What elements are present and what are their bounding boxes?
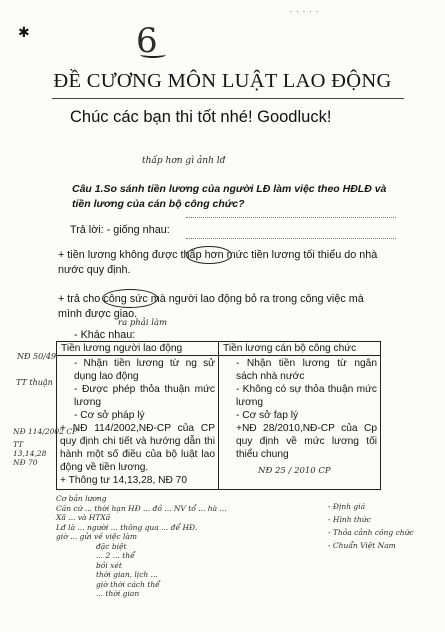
list-item: +NĐ 28/2010,NĐ-CP của Cp quy định về mức lương tối thiểu chung (236, 423, 377, 460)
note-line: - Chuẩn Việt Nam (328, 541, 396, 550)
note-line: giờ ... gửi về việc làm (56, 532, 137, 541)
list-item: - Cơ sở fap lý (236, 410, 299, 421)
note-line: ... 2 ... thể (96, 551, 135, 560)
note-line: thời gian, lịch ... (96, 570, 158, 579)
circle-mark (186, 246, 232, 264)
handwritten-top-note: thấp hơn gì ảnh lđ (142, 156, 226, 166)
table-cell-civil-servant (219, 356, 381, 490)
list-item: + Thông tư 14,13,28, NĐ 70 (60, 475, 187, 486)
column-header: Tiền lương người lao động (57, 342, 219, 356)
note-line: đặc biệt (96, 541, 127, 551)
comparison-table (56, 341, 381, 490)
note-line: - Hình thức (328, 515, 371, 524)
table-header-row (57, 342, 381, 356)
note-line: - Thỏa cảnh công chức (328, 528, 414, 537)
title-divider (52, 98, 404, 99)
point-2: + trả cho công sức mà người lao động bỏ ra trong công việc mà mình được giao. (58, 293, 364, 320)
note-line: - Định giá (328, 502, 366, 511)
list-item: - Cơ sở pháp lý (74, 410, 145, 421)
note-line: Xã ... và HTXã (56, 513, 111, 522)
handwritten-scribble (186, 217, 396, 239)
list-item: - Không có sự thỏa thuận mức lương (236, 384, 377, 408)
logo-underline (140, 51, 166, 58)
circle-mark (102, 289, 158, 308)
point-1: + tiền lương không được thấp hơn mức tiền lương tối thiểu do nhà nước quy định. (58, 249, 378, 276)
logo-mark: 6 (136, 21, 158, 61)
handwritten-notes (56, 494, 316, 599)
list-item: - Nhận tiền lương từ ng sử dụng lao động (74, 358, 215, 382)
handwritten-note: NĐ 25 / 2010 CP (258, 466, 331, 476)
note-line: bồi xét (96, 560, 122, 570)
note-line: Lđ là ... người ... thông qua ... để HĐ. (56, 522, 198, 532)
margin-note: TT thuận (16, 378, 53, 387)
greeting-text: Chúc các bạn thi tốt nhé! Goodluck! (70, 108, 332, 126)
note-line: Căn cứ ... thời hạn HĐ ... đồ ... NV tổ ... hà ... (56, 503, 227, 513)
list-item: - Nhận tiền lương từ ngân sách nhà nước (236, 358, 377, 382)
stamp-scribble: · · · · · (290, 8, 320, 16)
handwritten-notes-right (328, 500, 428, 552)
handwritten-under-point2: ra phải làm (118, 318, 168, 328)
list-item: + NĐ 114/2002,NĐ-CP của CP quy định chi tiết và hướng dẫn thi hành một số điều của bộ luật lao động về tiền lương. (60, 423, 215, 473)
star-mark-icon: ✱ (18, 24, 30, 40)
question-text: Câu 1.So sánh tiền lương của người LĐ làm việc theo HĐLĐ và tiền lương của cán bộ công chức? (72, 183, 387, 210)
note-line: ... thời gian (96, 589, 140, 598)
differences-label: - Khác nhau: (74, 329, 136, 341)
column-header: Tiền lương cán bộ công chức (219, 342, 381, 356)
margin-note: TT 13,14,28 NĐ 70 (13, 440, 47, 467)
answer-label: Trả lời: - giống nhau: (70, 224, 170, 236)
margin-note: NĐ 114/2002 CP (13, 427, 78, 436)
note-line: Cơ bản lương (56, 494, 107, 503)
list-item: - Được phép thỏa thuận mức lương (74, 384, 215, 408)
note-line: giờ thời cách thể (96, 579, 160, 589)
table-row (57, 356, 381, 490)
margin-note: NĐ 50/49 (17, 352, 57, 361)
page-title: ĐỀ CƯƠNG MÔN LUẬT LAO ĐỘNG (53, 70, 392, 92)
table-cell-employee (57, 356, 219, 490)
